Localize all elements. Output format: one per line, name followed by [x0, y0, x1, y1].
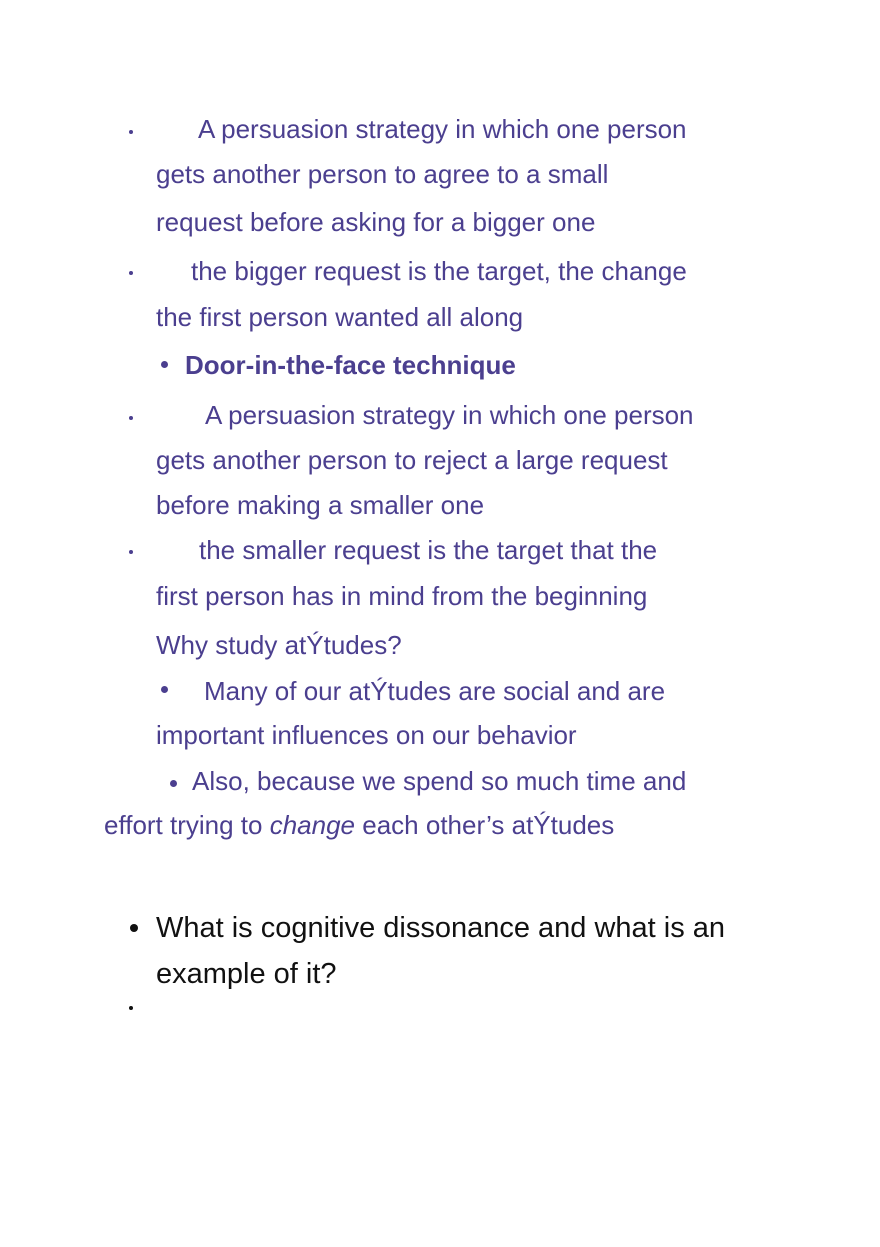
paragraph-line: the first person wanted all along: [156, 302, 524, 332]
bullet: [161, 686, 168, 693]
paragraph-line: the smaller request is the target that the: [199, 535, 658, 565]
bullet: [129, 550, 133, 554]
text-run: each other’s atÝtudes: [355, 810, 615, 840]
bullet: [170, 780, 177, 787]
paragraph-line: first person has in mind from the beginning: [156, 581, 648, 611]
bullet: [129, 416, 133, 420]
paragraph-line: Also, because we spend so much time and: [192, 766, 687, 796]
paragraph-line: A persuasion strategy in which one person: [198, 114, 687, 144]
paragraph-line: gets another person to reject a large request: [156, 445, 668, 475]
text-run: effort trying to: [104, 810, 270, 840]
paragraph-line: request before asking for a bigger one: [156, 207, 596, 237]
paragraph-line: [104, 809, 614, 841]
bullet: [130, 924, 138, 932]
paragraph-line: gets another person to agree to a small: [156, 159, 609, 189]
emphasis-text: change: [269, 810, 356, 840]
question-line: What is cognitive dissonance and what is an: [156, 912, 726, 944]
question-line: example of it?: [156, 958, 337, 990]
paragraph-line: the bigger request is the target, the change: [191, 256, 687, 286]
bullet: [129, 130, 133, 134]
section-heading: Door-in-the-face technique: [185, 350, 516, 380]
paragraph-line: before making a smaller one: [156, 490, 485, 520]
paragraph-line: important influences on our behavior: [156, 720, 577, 750]
bullet: [129, 271, 133, 275]
bullet: [161, 361, 168, 368]
paragraph-line: Why study atÝtudes?: [156, 630, 402, 660]
paragraph-line: A persuasion strategy in which one person: [205, 400, 694, 430]
paragraph-line: Many of our atÝtudes are social and are: [204, 676, 666, 706]
empty-bullet: [129, 1006, 133, 1010]
